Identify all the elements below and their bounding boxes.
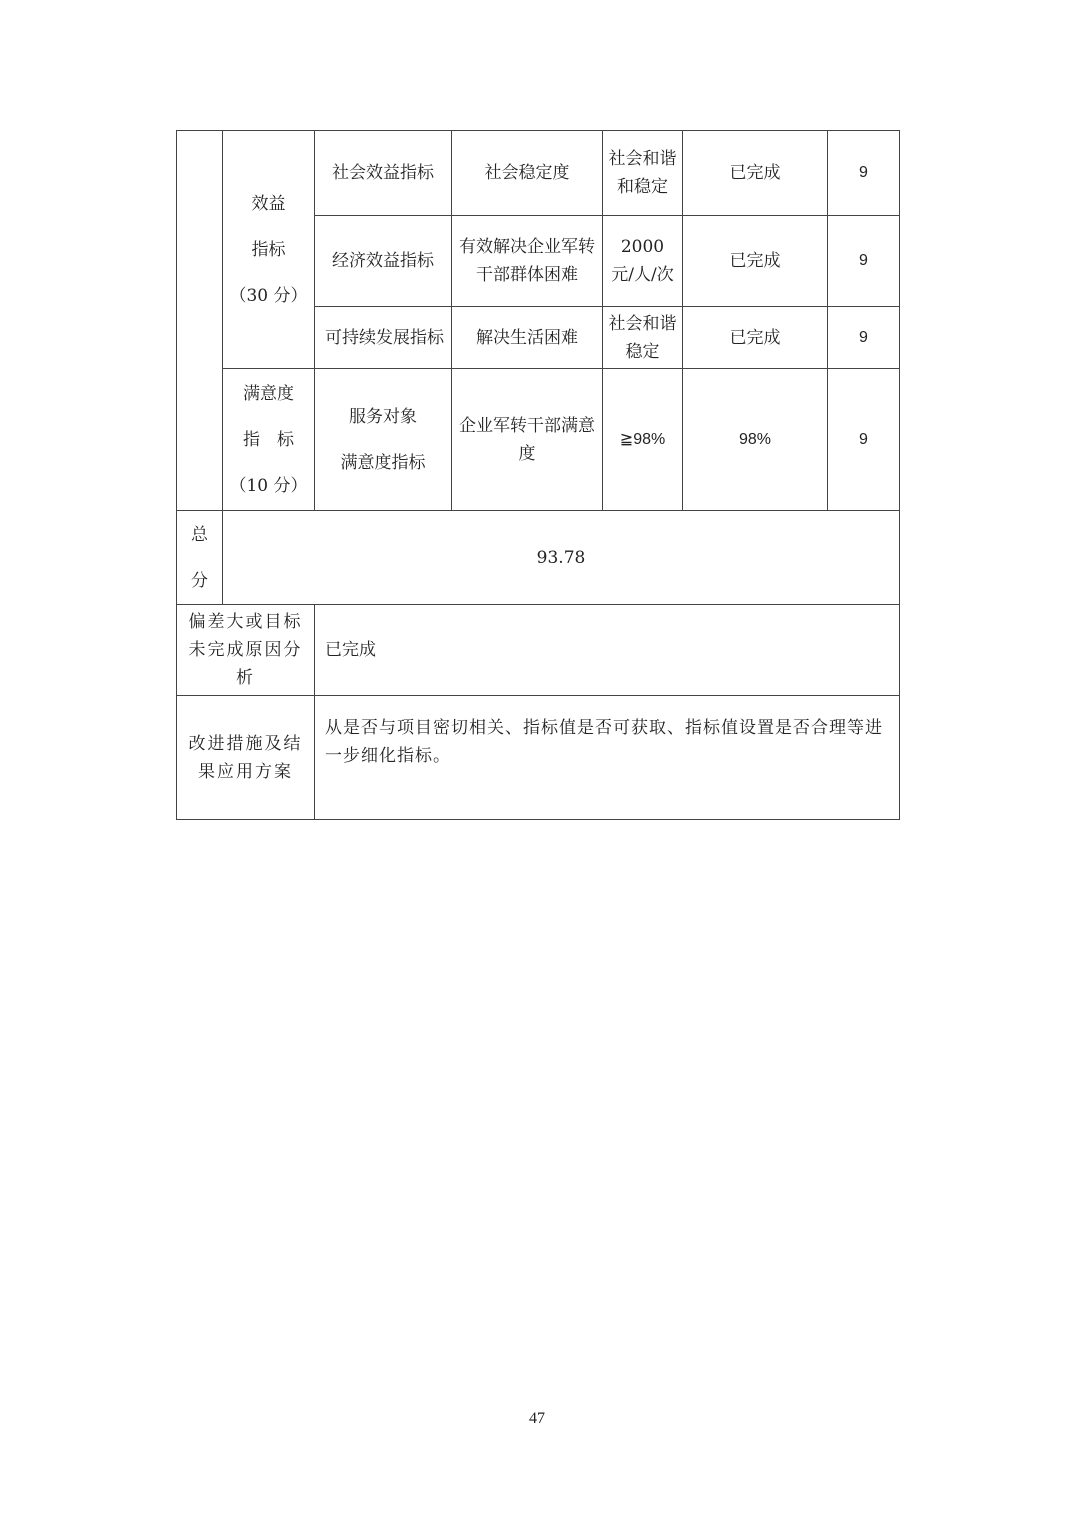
category-label-line: 指 标	[243, 429, 294, 450]
page-number: 47	[529, 1410, 545, 1427]
actual-value-cell: 98%	[683, 369, 828, 511]
deviation-label-cell: 偏差大或目标未完成原因分析	[177, 605, 315, 696]
score-cell: 9	[828, 131, 900, 216]
indicator-name-cell: 解决生活困难	[452, 307, 603, 369]
score-cell: 9	[828, 307, 900, 369]
improvement-row	[177, 696, 900, 820]
indicator-type-line: 满意度指标	[340, 452, 426, 473]
deviation-row	[177, 605, 900, 696]
improvement-label-cell: 改进措施及结果应用方案	[177, 696, 315, 820]
indicator-name-cell: 社会稳定度	[452, 131, 603, 216]
total-label-line: 分	[191, 570, 208, 591]
category-label-line: 效益	[251, 193, 286, 214]
total-label-cell	[177, 511, 223, 605]
first-level-category-cell	[177, 131, 223, 511]
total-score-cell: 93.78	[223, 511, 900, 605]
target-value-cell: ≧98%	[603, 369, 683, 511]
indicator-name-cell: 有效解决企业军转干部群体困难	[452, 216, 603, 307]
indicator-type-cell: 社会效益指标	[315, 131, 452, 216]
indicator-name-cell: 企业军转干部满意度	[452, 369, 603, 511]
score-cell: 9	[828, 369, 900, 511]
indicator-type-cell: 经济效益指标	[315, 216, 452, 307]
table-row	[177, 131, 900, 216]
indicator-type-line: 服务对象	[349, 406, 417, 427]
benefit-category-cell	[223, 131, 315, 369]
indicator-type-cell: 可持续发展指标	[315, 307, 452, 369]
deviation-value-cell: 已完成	[315, 605, 900, 696]
target-value-cell: 2000 元/人/次	[603, 216, 683, 307]
score-cell: 9	[828, 216, 900, 307]
actual-value-cell: 已完成	[683, 131, 828, 216]
category-label-line: 指标	[251, 239, 286, 260]
actual-value-cell: 已完成	[683, 216, 828, 307]
category-label-line: （10 分）	[229, 475, 308, 496]
target-value-cell: 社会和谐稳定	[603, 307, 683, 369]
category-label-line: 满意度	[243, 383, 294, 404]
table-row	[177, 369, 900, 511]
total-label-line: 总	[191, 524, 208, 545]
actual-value-cell: 已完成	[683, 307, 828, 369]
improvement-value-cell: 从是否与项目密切相关、指标值是否可获取、指标值设置是否合理等进一步细化指标。	[315, 696, 900, 820]
satisfaction-category-cell	[223, 369, 315, 511]
category-label-line: （30 分）	[229, 285, 308, 306]
indicator-type-cell	[315, 369, 452, 511]
target-value-cell: 社会和谐和稳定	[603, 131, 683, 216]
performance-evaluation-table	[176, 130, 900, 820]
total-row	[177, 511, 900, 605]
